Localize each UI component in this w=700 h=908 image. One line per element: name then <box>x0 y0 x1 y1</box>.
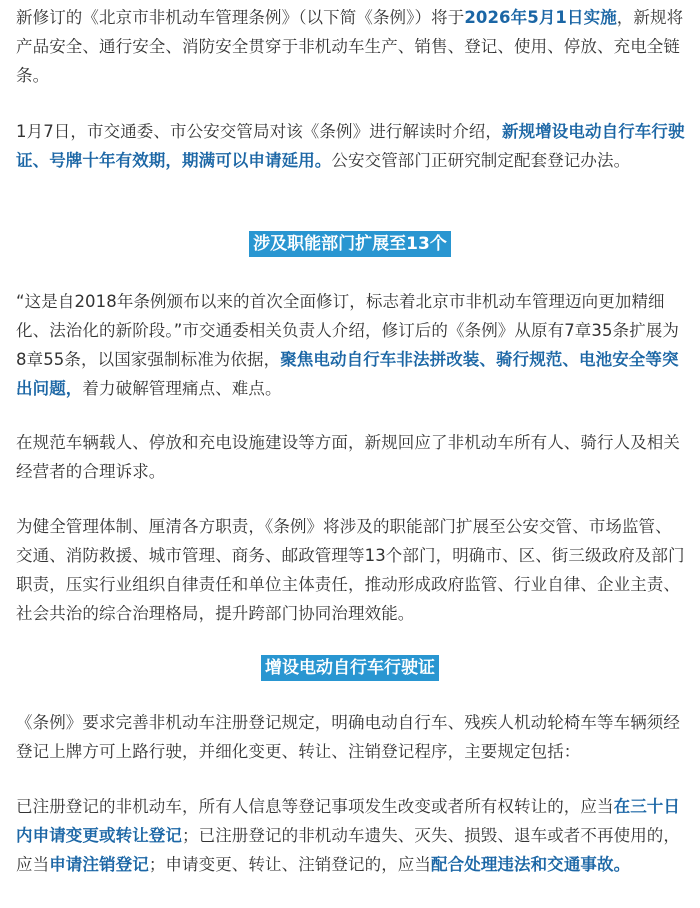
text: ，新规将产品安全、通行安全、消防安全贯穿于非机动车生产、销售、登记、使用、停放、充电全链条。 <box>16 8 684 85</box>
highlight-date: 2026年5月1日实施 <box>464 8 617 27</box>
paragraph-interpretation <box>16 117 686 175</box>
paragraph-rules <box>16 792 686 879</box>
text: 新修订的《北京市非机动车管理条例》（以下简《条例》）将于 <box>16 8 465 27</box>
text: ；已注册登记的非机动车遗失、灭失、损毁、退车或者不再使用的，应当 <box>16 826 680 874</box>
highlight-change: 在三十日内申请变更或转让登记 <box>16 797 681 845</box>
paragraph-departments: 为健全管理体制、厘清各方职责，《条例》将涉及的职能部门扩展至公安交管、市场监管、交通、消防救援、城市管理、商务、邮政管理等13个部门，明确市、区、街三级政府及部门职责，压实行业组织自律责任和单位主体责任，推动形成政府监管、行业自律、企业主责、社会共治的综合治理格局，提升跨部门协同治理效能。 <box>16 517 685 623</box>
highlight-cancel: 申请注销登记 <box>49 855 149 874</box>
paragraph-registration: 《条例》要求完善非机动车注册登记规定，明确电动自行车、残疾人机动轮椅车等车辆须经登记上牌方可上路行驶，并细化变更、转让、注销登记程序，主要规定包括： <box>16 713 680 761</box>
text: “这是自2018年条例颁布以来的首次全面修订，标志着北京市非机动车管理迈向更加精细化、法治化的新阶段。”市交通委相关负责人介绍，修订后的《条例》从原有7章35条扩展为8章55条，以国家强制标准为依据， <box>16 292 679 369</box>
text: 着力破解管理痛点、难点。 <box>82 379 282 398</box>
highlight-focus: 聚焦电动自行车非法拼改装、骑行规范、电池安全等突出问题， <box>16 350 679 398</box>
text: 1月7日，市交通委、市公安交管局对该《条例》进行解读时介绍， <box>16 122 502 141</box>
section-heading-label: 增设电动自行车行驶证 <box>261 655 439 681</box>
text: ；申请变更、转让、注销登记的，应当 <box>148 855 432 874</box>
section-heading-label: 涉及职能部门扩展至13个 <box>249 231 451 257</box>
paragraph-revision <box>16 287 686 403</box>
highlight-violation: 配合处理违法和交通事故。 <box>431 855 631 874</box>
section-heading-license <box>0 655 700 681</box>
paragraph-parking: 在规范车辆载人、停放和充电设施建设等方面，新规回应了非机动车所有人、骑行人及相关经营者的合理诉求。 <box>16 433 680 481</box>
highlight-license: 新规增设电动自行车行驶证、号牌十年有效期，期满可以申请延用。 <box>16 122 685 170</box>
section-heading-departments <box>0 231 700 257</box>
text: 公安交管部门正研究制定配套登记办法。 <box>331 151 631 170</box>
paragraph-intro <box>16 3 686 90</box>
text: 已注册登记的非机动车，所有人信息等登记事项发生改变或者所有权转让的，应当 <box>16 797 614 816</box>
